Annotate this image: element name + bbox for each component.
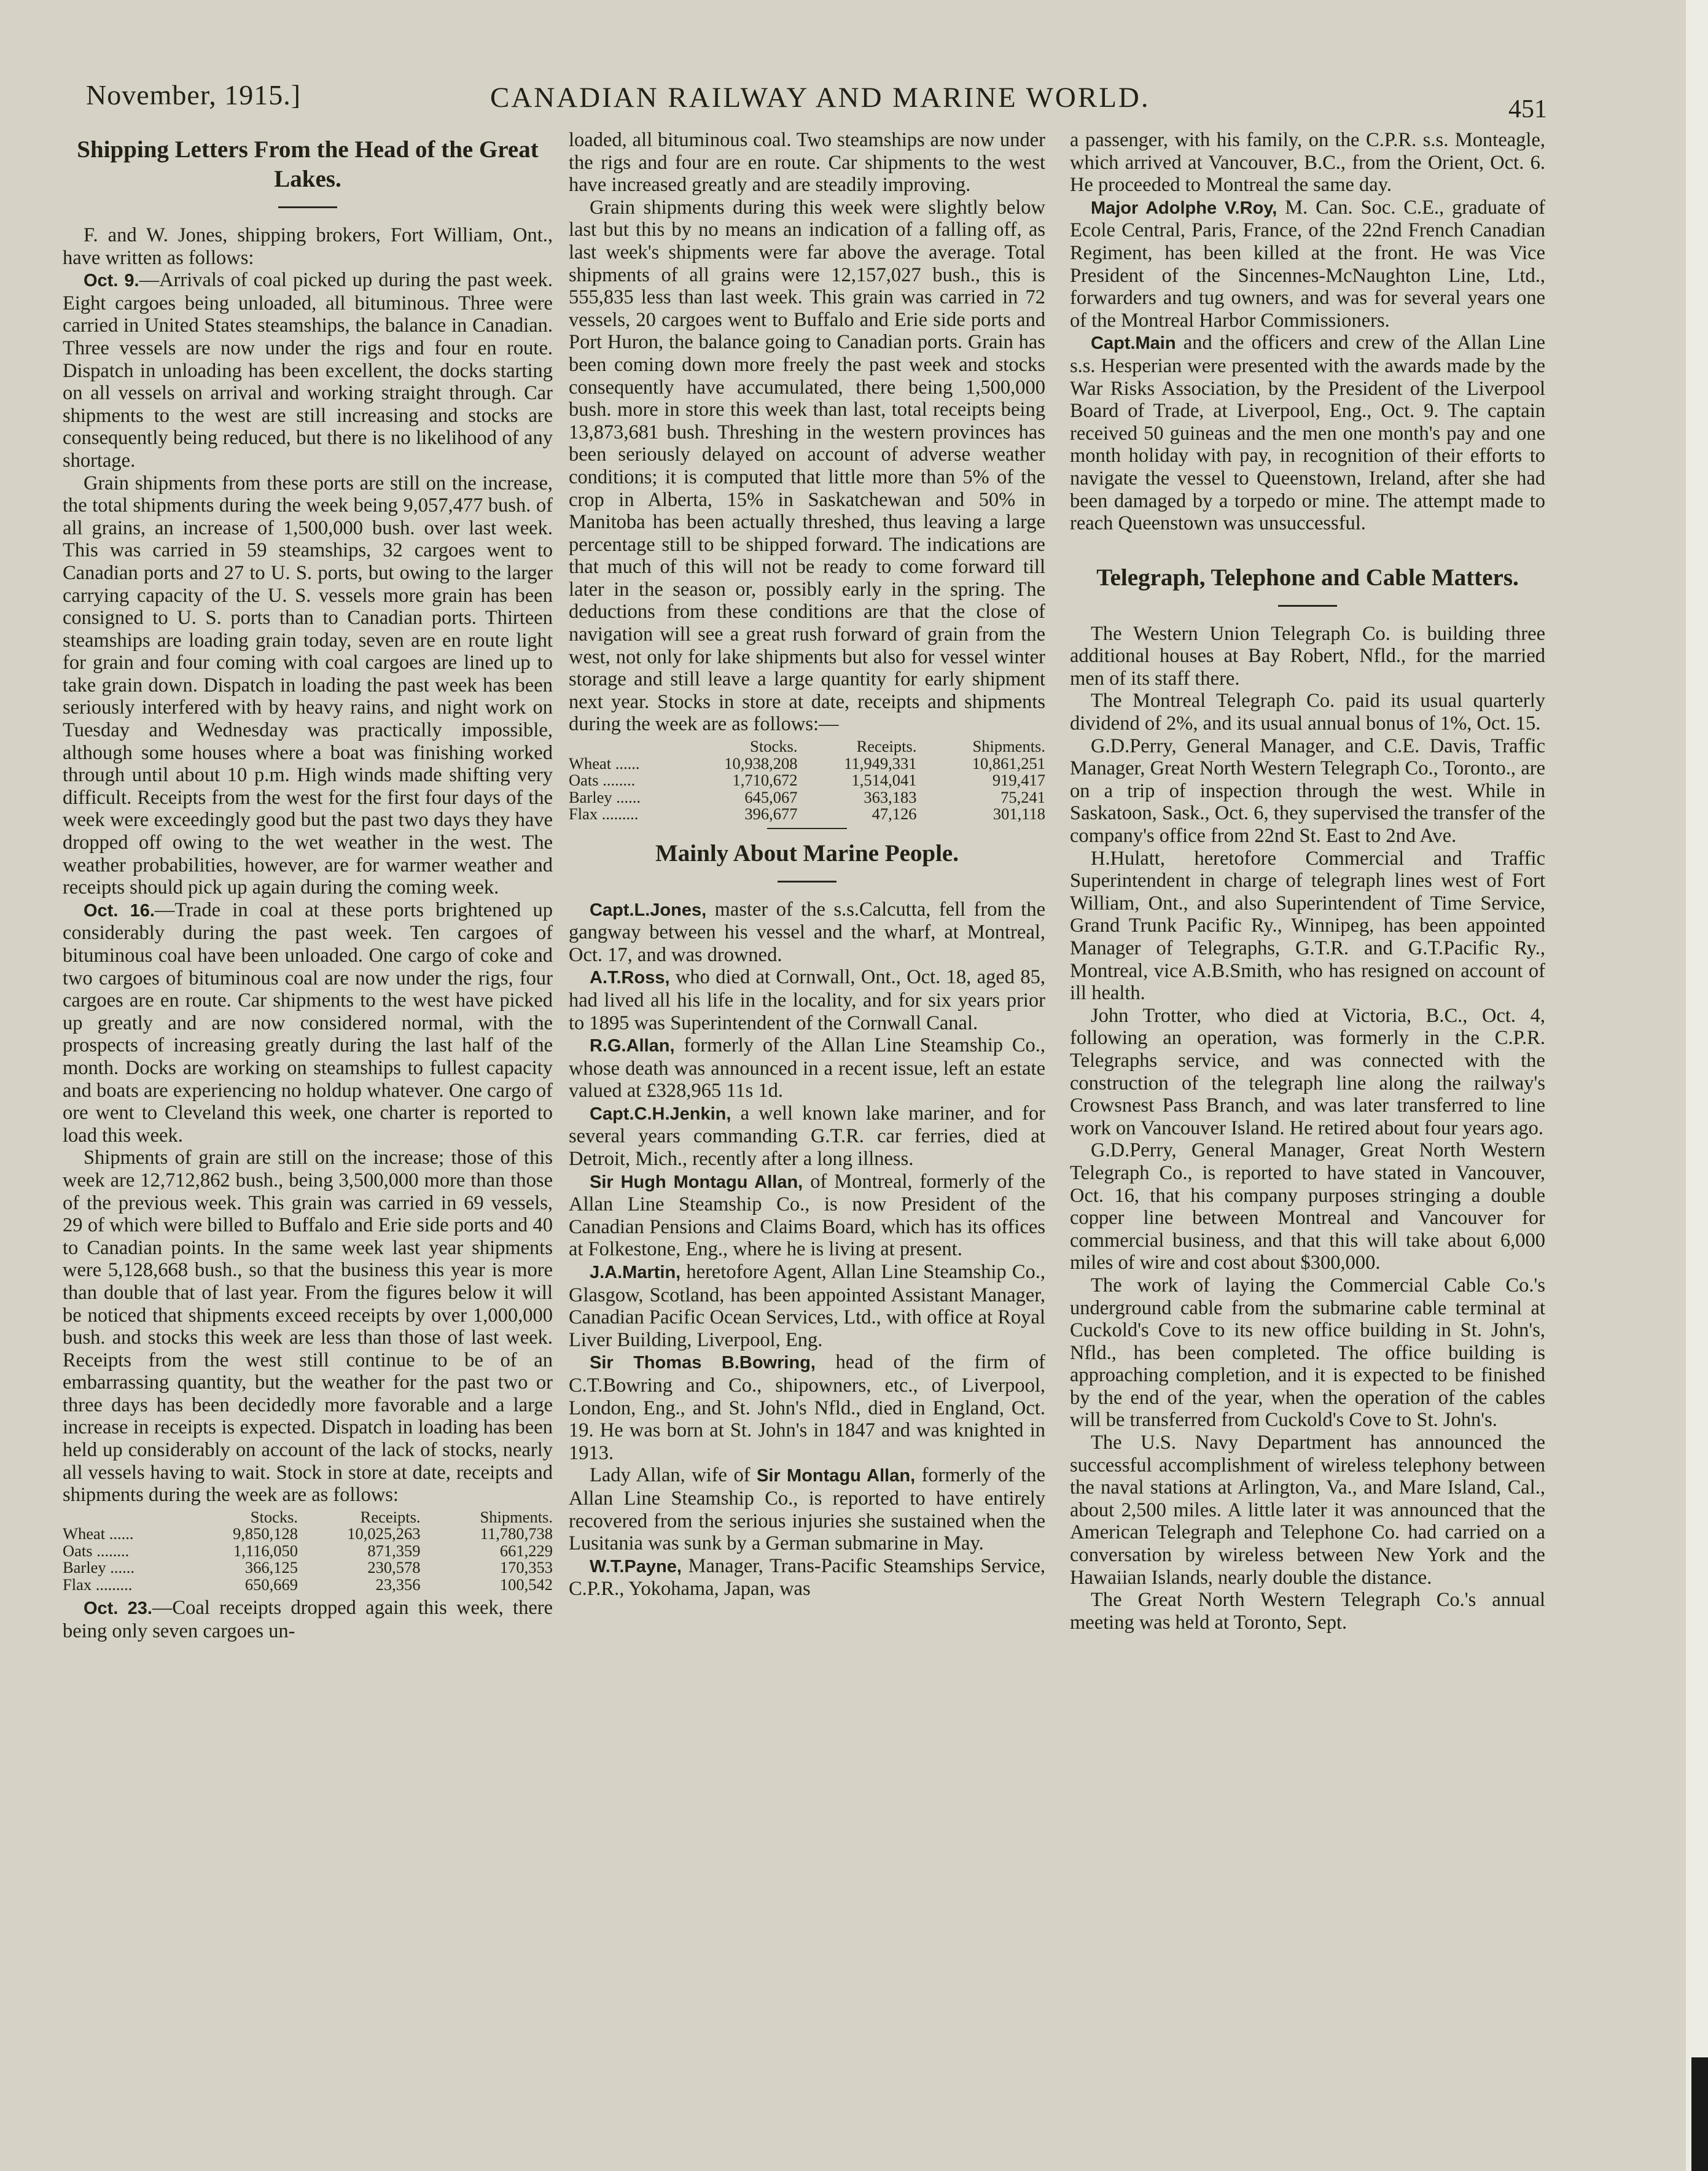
paragraph: The U.S. Navy Department has announced the successful accomplishment of wireless telephony between the naval stations at Arlington, Va., and Mare Island, Cal., about 2,500 miles. A little later it was announced that the American Telegraph and Telephone Co. had carried on a conversation by wireless between New York and the Hawaiian Islands, nearly double the distance. xyxy=(1070,1432,1545,1589)
paragraph: G.D.Perry, General Manager, Great North Western Telegraph Co., is reported to have stated in Vancouver, Oct. 16, that his company purposes stringing a double copper line between Montreal and Vancouver for commercial business, and that this will take about 6,000 miles of wire and cost about $300,000. xyxy=(1070,1139,1545,1274)
column-3 xyxy=(1070,129,1545,1634)
cell-receipts: 871,359 xyxy=(367,1541,421,1560)
paragraph xyxy=(569,1555,1045,1600)
person-name: Capt.C.H.Jenkin, xyxy=(590,1104,731,1124)
table-header-row xyxy=(63,1509,553,1526)
table-header: Stocks. xyxy=(750,737,798,756)
paragraph xyxy=(569,1102,1045,1171)
person-name: Sir Thomas B.Bowring, xyxy=(590,1353,816,1373)
paragraph: Shipments of grain are still on the increase; those of this week are 12,712,862 bush., being 3,500,000 more than those of the previous week. This grain was carried in 69 vessels, 29 of which were billed to Buffalo and Erie side ports and 40 to Canadian points. In the same week last year shipments were 5,128,668 bush., so that the business this year is more than double that of last year. From the figures below it will be noticed that shipments exceed receipts by over 1,000,000 bush. and stocks this week are less than those of last week. Receipts from the west still continue to be of an embarrassing quantity, but the weather for the past two or three days has been decidedly more favorable and a large increase in receipts is expected. Dispatch in loading has been held up considerably on account of the lack of stocks, nearly all vessels having to wait. Stock in store at date, receipts and shipments during the week are as follows: xyxy=(63,1147,553,1506)
row-label: Oats ........ xyxy=(63,1541,130,1560)
article-heading-marine-people: Mainly About Marine People. xyxy=(655,840,959,867)
paragraph: Grain shipments during this week were slightly below last but this by no means an indication of a falling off, as last week's shipments were far above the average. Total shipments of all grains were 12,157,027 bush., this is 555,835 less than last week. This grain was carried in 72 vessels, 20 cargoes went to Buffalo and Erie side ports and Port Huron, the balance going to Canadian ports. Grain has been coming down more freely the past week and stocks consequently have accumulated, there being 1,500,000 bush. more in store this week than last, total receipts being 13,873,681 bush. Threshing in the western provinces has been seriously delayed on account of adverse weather conditions; it is computed that little more than 5% of the crop in Alberta, 15% in Saskatchewan and 50% in Manitoba has been actually threshed, thus leaving a large percentage still to be shipped forward. The indications are that much of this will not be ready to come forward till later in the season or, possibly early in the spring. The deductions from these conditions are that the close of navigation will see a great rush forward of grain from the west, not only for lake shipments but also for vessel winter storage and still leave a large quantity for early shipment next year. Stocks in store at date, receipts and shipments during the week are as follows:— xyxy=(569,196,1045,736)
paragraph-text: and the officers and crew of the Allan Line s.s. Hesperian were presented with the awards made by the War Risks Association, by the President of the Liverpool Board of Trade, at Liverpool, Eng., Oct. 9. The captain received 50 guineas and the men one month's pay and one month holiday with pay, in recognition of their efforts to navigate the vessel to Queenstown, Ireland, after she had been damaged by a torpedo or mine. The attempt made to reach Queenstown was unsuccessful. xyxy=(1070,332,1545,535)
table-header-blank xyxy=(569,738,688,755)
paragraph: H.Hulatt, heretofore Commercial and Traffic Superintendent in charge of telegraph lines west of Fort William, Ont., and also Superintendent of Time Service, Grand Trunk Pacific Ry., Winnipeg, has been appointed Manager of Telegraphs, G.T.R. and G.T.Pacific Ry., Montreal, vice A.B.Smith, who has resigned on account of ill health. xyxy=(1070,847,1545,1005)
paragraph-text: head of the firm of C.T.Bowring and Co., shipowners, etc., of Liverpool, London, Eng., and St. John's Nfld., died in England, Oct. 19. He was born at St. John's in 1847 and was knighted in 1913. xyxy=(569,1351,1046,1464)
cell-shipments: 100,542 xyxy=(499,1575,553,1594)
paragraph-text: —Arrivals of coal picked up during the past week. Eight cargoes being unloaded, all bituminous. Three were carried in United States steamships, the balance in Canadian. Three vessels are now under the rigs and four en route. Dispatch in unloading has been excellent, the docks starting on all vessels on arrival and working straight through. Car shipments to the west are still increasing and stocks are consequently being reduced, but there is no likelihood of any shortage. xyxy=(63,269,553,472)
cell-stocks: 1,116,050 xyxy=(233,1541,298,1560)
cell-shipments: 75,241 xyxy=(1000,787,1045,806)
table-header: Shipments. xyxy=(480,1507,553,1526)
paragraph xyxy=(569,966,1045,1034)
paragraph: Grain shipments from these ports are still on the increase, the total shipments during the week being 9,057,477 bush. of all grains, an increase of 1,500,000 bush. over last week. This was carried in 59 steamships, 32 cargoes went to Canadian ports and 27 to U. S. ports, but owing to the larger carrying capacity of the U. S. vessels more grain has been consigned to U. S. ports than to Canadian ports. Thirteen steamships are loading grain today, seven are en route light for grain and four coming with coal cargoes are lined up to take grain down. Dispatch in loading the past week has been seriously interfered with by heavy rains, and night work on Tuesday and Wednesday was practically impossible, although some houses where a boat was finishing worked through until about 10 p.m. High winds made shifting very difficult. Receipts from the west for the first four days of the week were exceedingly good but the past two days they have dropped off owing to the wet weather in the west. The weather probabilities, however, are for warmer weather and receipts should pick up again during the coming week. xyxy=(63,472,553,899)
table-row xyxy=(63,1577,553,1594)
paragraph xyxy=(569,1171,1045,1261)
column-2 xyxy=(569,129,1045,1600)
row-label: Barley ...... xyxy=(569,787,641,806)
cell-stocks: 366,125 xyxy=(244,1558,298,1577)
cell-stocks: 650,669 xyxy=(244,1575,298,1594)
table-header: Receipts. xyxy=(856,737,917,756)
row-label: Oats ........ xyxy=(569,771,636,790)
paragraph-text: M. Can. Soc. C.E., graduate of Ecole Central, Paris, France, of the 22nd French Canadian Regiment, has been killed at the front. He was Vice President of the Sincennes-McNaughton Line, Ltd., forwarders and tug owners, and was for several years one of the Montreal Harbor Commissioners. xyxy=(1070,196,1546,332)
person-name: Capt.L.Jones, xyxy=(590,900,707,920)
article-heading-shipping-letters: Shipping Letters From the Head of the Great Lakes. xyxy=(77,136,539,192)
cell-stocks: 645,067 xyxy=(744,787,798,806)
table-header: Receipts. xyxy=(360,1507,421,1526)
paragraph: loaded, all bituminous coal. Two steamships are now under the rigs and four are en route. Car shipments to the west have increased greatly and are steadily improving. xyxy=(569,129,1045,197)
paragraph xyxy=(569,1351,1045,1464)
table-header-row xyxy=(569,738,1045,755)
cell-receipts: 23,356 xyxy=(375,1575,421,1594)
paragraph: The Western Union Telegraph Co. is building three additional houses at Bay Robert, Nfld., for the married men of its staff there. xyxy=(1070,622,1545,690)
cell-receipts: 230,578 xyxy=(367,1558,421,1577)
cell-receipts: 363,183 xyxy=(864,787,917,806)
paragraph: The Montreal Telegraph Co. paid its usual quarterly dividend of 2%, and its usual annual bonus of 1%, Oct. 15. xyxy=(1070,690,1545,735)
paragraph xyxy=(63,1597,553,1642)
cell-stocks: 10,938,208 xyxy=(724,754,798,773)
cell-shipments: 661,229 xyxy=(499,1541,553,1560)
row-label: Barley ...... xyxy=(63,1558,135,1577)
paragraph: The Great North Western Telegraph Co.'s annual meeting was held at Toronto, Sept. xyxy=(1070,1589,1545,1634)
paragraph: The work of laying the Commercial Cable Co.'s underground cable from the submarine cable terminal at Cuckold's Cove to its new office building in St. John's, Nfld., has been completed. The office building is approaching completion, and it is expected to be finished by the end of the year, when the operation of the cables will be transferred from Cuckold's Cove to St. John's. xyxy=(1070,1274,1545,1432)
person-name: Capt.Main xyxy=(1091,333,1176,354)
table-header-blank xyxy=(63,1509,195,1526)
paragraph xyxy=(569,1261,1045,1351)
cell-receipts: 11,949,331 xyxy=(844,754,917,773)
heading-rule xyxy=(778,881,836,883)
paragraph xyxy=(63,899,553,1147)
row-label: Wheat ...... xyxy=(63,1524,134,1543)
row-label: Flax ......... xyxy=(63,1575,133,1594)
paragraph-text: who died at Cornwall, Ont., Oct. 18, aged 85, had lived all his life in the locality, and for six years prior to 1895 was Superintendent of the Cornwall Canal. xyxy=(569,966,1045,1034)
cell-stocks: 396,677 xyxy=(744,805,798,824)
paragraph-text: heretofore Agent, Allan Line Steamship Co., Glasgow, Scotland, has been appointed Assistant Manager, Canadian Pacific Ocean Services, Ltd., with office at Royal Liver Building, Liverpool, Eng. xyxy=(569,1261,1045,1351)
grain-table-oct16 xyxy=(63,1509,553,1594)
paragraph-text: —Coal receipts dropped again this week, there being only seven cargoes un- xyxy=(63,1597,553,1642)
paragraph-text: Lady Allan, wife of xyxy=(590,1464,757,1487)
paragraph-text: formerly of the Allan Line Steamship Co., whose death was announced in a recent issue, left an estate valued at £328,965 11s 1d. xyxy=(569,1034,1045,1102)
paragraph-lead: Oct. 9. xyxy=(84,271,139,291)
page-edge xyxy=(1686,0,1708,2171)
table-row xyxy=(63,1526,553,1543)
table-row xyxy=(63,1559,553,1577)
paragraph xyxy=(63,269,553,472)
paragraph xyxy=(569,1034,1045,1102)
cell-receipts: 10,025,263 xyxy=(347,1524,421,1543)
grain-table-oct23 xyxy=(569,738,1045,823)
person-name: W.T.Payne, xyxy=(590,1556,682,1577)
heading-rule xyxy=(1278,605,1337,607)
person-name: J.A.Martin, xyxy=(590,1263,681,1283)
cell-stocks: 1,710,672 xyxy=(732,771,798,790)
table-row xyxy=(569,772,1045,789)
paragraph xyxy=(1070,197,1545,332)
issue-date: November, 1915.] xyxy=(86,79,302,111)
cell-stocks: 9,850,128 xyxy=(233,1524,298,1543)
paragraph-text: master of the s.s.Calcutta, fell from the gangway between his vessel and the wharf, at Montreal, Oct. 17, and was drowned. xyxy=(569,898,1045,966)
person-name: R.G.Allan, xyxy=(590,1036,675,1056)
cell-shipments: 919,417 xyxy=(992,771,1045,790)
publication-title: CANADIAN RAILWAY AND MARINE WORLD. xyxy=(490,82,1150,114)
table-row xyxy=(569,806,1045,823)
paragraph: G.D.Perry, General Manager, and C.E. Davis, Traffic Manager, Great North Western Telegraph Co., Toronto., are on a trip of inspection through the west. While in Saskatoon, Sask., Oct. 6, they supervised the transfer of the company's office from 22nd St. East to 2nd Ave. xyxy=(1070,735,1545,848)
heading-rule xyxy=(278,206,337,208)
cell-receipts: 1,514,041 xyxy=(851,771,917,790)
cell-shipments: 170,353 xyxy=(499,1558,553,1577)
paragraph: John Trotter, who died at Victoria, B.C., Oct. 4, following an operation, was formerly in the C.P.R. Telegraphs service, and was connected with the construction of the telegraph line along the railway's Crowsnest Pass Branch, and was later transferred to line work on Vancouver Island. He retired about four years ago. xyxy=(1070,1004,1545,1139)
cell-receipts: 47,126 xyxy=(872,805,917,824)
table-header: Shipments. xyxy=(972,737,1045,756)
section-divider xyxy=(767,828,847,829)
table-row xyxy=(63,1543,553,1560)
paragraph: F. and W. Jones, shipping brokers, Fort William, Ont., have written as follows: xyxy=(63,224,553,269)
paragraph xyxy=(569,898,1045,967)
cell-shipments: 10,861,251 xyxy=(972,754,1045,773)
paragraph-text: formerly of the Allan Line Steamship Co., is reported to have entirely recovered from the serious injuries she sustained when the Lusitania was sunk by a German submarine in May. xyxy=(569,1464,1046,1555)
table-row xyxy=(569,789,1045,806)
row-label: Flax ......... xyxy=(569,805,639,824)
paragraph xyxy=(1070,332,1545,534)
cell-shipments: 301,118 xyxy=(992,805,1045,824)
row-label: Wheat ...... xyxy=(569,754,640,773)
binding-mark xyxy=(1691,2057,1708,2171)
table-row xyxy=(569,755,1045,773)
cell-shipments: 11,780,738 xyxy=(480,1524,553,1543)
person-name: Sir Hugh Montagu Allan, xyxy=(590,1172,803,1192)
paragraph-text: a well known lake mariner, and for several years commanding G.T.R. car ferries, died at Detroit, Mich., recently after a long illness. xyxy=(569,1102,1045,1171)
paragraph-lead: Oct. 16. xyxy=(84,900,155,921)
article-heading-telegraph: Telegraph, Telephone and Cable Matters. xyxy=(1096,564,1519,591)
person-name: A.T.Ross, xyxy=(590,968,670,988)
paragraph-text: of Montreal, formerly of the Allan Line Steamship Co., is now President of the Canadian Pensions and Claims Board, which has its offices at Folkestone, Eng., where he is living at present. xyxy=(569,1170,1046,1261)
paragraph-text: —Trade in coal at these ports brightened up considerably during the past week. Ten cargoes of bituminous coal have been unloaded. One cargo of coke and two cargoes of bituminous coal are now under the rigs, four cargoes are en route. Car shipments to the west have picked up greatly and are now considered normal, with the prospects of increasing greatly during the last half of the month. Docks are working on steamships to fullest capacity and boats are experiencing no holdup whatever. One cargo of ore went to Cleveland this week, one charter is reported to load this week. xyxy=(63,898,553,1147)
table-header: Stocks. xyxy=(250,1507,298,1526)
column-1 xyxy=(63,129,553,1643)
paragraph-text: Manager, Trans-Pacific Steamships Service, C.P.R., Yokohama, Japan, was xyxy=(569,1554,1045,1600)
paragraph: a passenger, with his family, on the C.P.R. s.s. Monteagle, which arrived at Vancouver, B.C., from the Orient, Oct. 6. He proceeded to Montreal the same day. xyxy=(1070,129,1545,197)
paragraph-lead: Oct. 23. xyxy=(84,1599,152,1619)
running-head xyxy=(0,79,1686,122)
person-name: Sir Montagu Allan, xyxy=(756,1466,916,1486)
paragraph xyxy=(569,1464,1045,1554)
person-name: Major Adolphe V.Roy, xyxy=(1091,198,1277,218)
page-number: 451 xyxy=(1508,95,1547,123)
